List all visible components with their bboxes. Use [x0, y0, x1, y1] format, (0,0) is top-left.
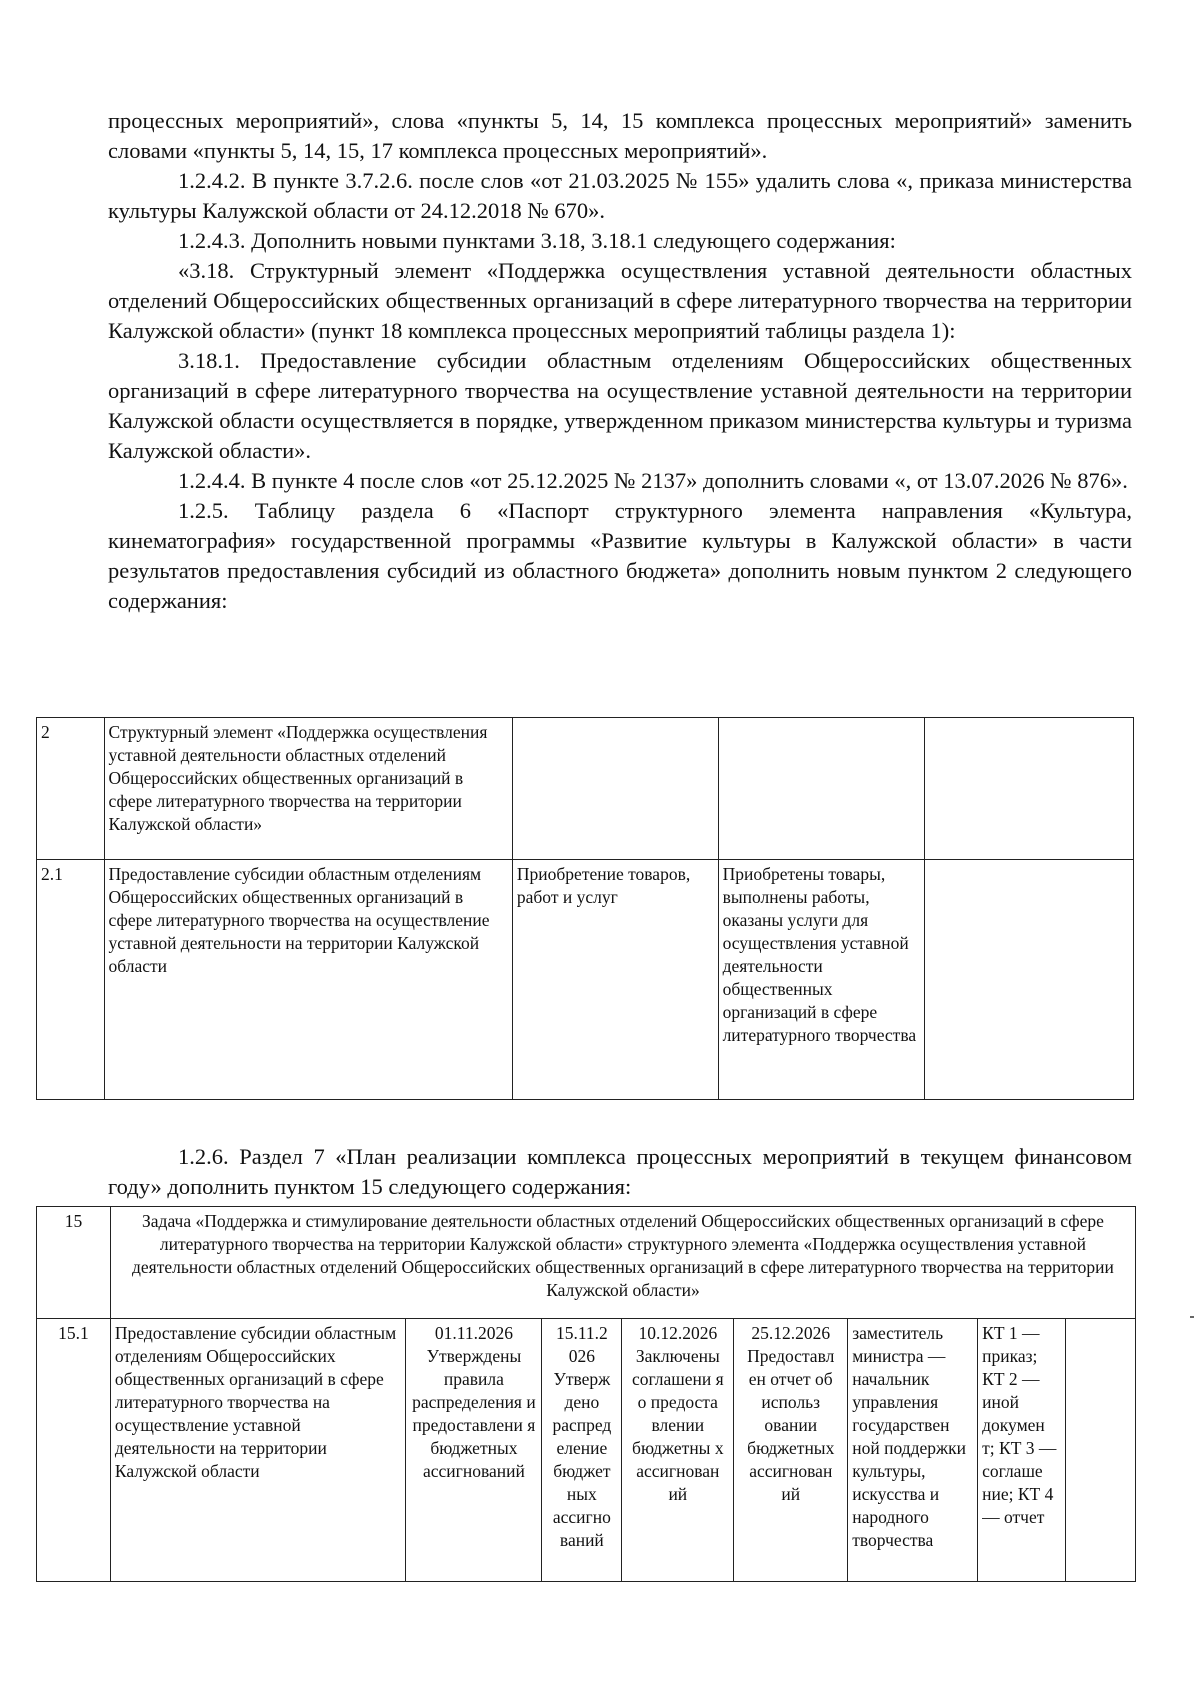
cell	[512, 718, 718, 860]
paragraph-continuation: процессных мероприятий», слова «пункты 5, 14, 15 комплекса процессных мероприятий» заменить словами «пункты 5, 14, 15, 17 комплекса процессных мероприятий».	[108, 108, 1132, 163]
control-point-1: 01.11.2026 Утверждены правила распределения и предоставлени я бюджетных ассигнований	[406, 1319, 542, 1582]
body-text	[108, 106, 1132, 616]
paragraph-3-18-1: 3.18.1. Предоставление субсидии областным отделениям Общероссийских общественных организаций в сфере литературного творчества на осуществление уставной деятельности на территории Калужской области осуществляется в порядке, утвержденном приказом министерства культуры и туризма Калужской области».	[108, 348, 1132, 463]
cell	[718, 718, 925, 860]
paragraph-1-2-6: 1.2.6. Раздел 7 «План реализации комплекса процессных мероприятий в текущем финансовом году» дополнить пунктом 15 следующего содержания:	[108, 1144, 1132, 1199]
responsible-person: заместитель министра — начальник управления государствен ной поддержки культуры, искусства и народного творчества	[848, 1319, 978, 1582]
result-description: Приобретены товары, выполнены работы, оказаны услуги для осуществления уставной деятельности общественных организаций в сфере литературного творчества	[718, 860, 925, 1100]
task-description: Задача «Поддержка и стимулирование деятельности областных отделений Общероссийских общественных организаций в сфере литературного творчества на территории Калужской области» структурного элемента «Поддержка осуществления уставной деятельности областных отделений Общероссийских общественных организаций в сфере литературного творчества на территории Калужской области»	[110, 1207, 1135, 1319]
paragraph-1-2-5: 1.2.5. Таблицу раздела 6 «Паспорт структурного элемента направления «Культура, кинематография» государственной программы «Развитие культуры в Калужской области» в части результатов предоставления субсидий из областного бюджета» дополнить новым пунктом 2 следующего содержания:	[108, 498, 1132, 613]
plan-table	[36, 1206, 1136, 1582]
paragraph-3-18: «3.18. Структурный элемент «Поддержка осуществления уставной деятельности областных отделений Общероссийских общественных организаций в сфере литературного творчества на территории Калужской области» (пункт 18 комплекса процессных мероприятий таблицы раздела 1):	[108, 258, 1132, 343]
task-type: Приобретение товаров, работ и услуг	[512, 860, 718, 1100]
row-number: 2.1	[37, 860, 105, 1100]
activity-name: Предоставление субсидии областным отделениям Общероссийских общественных организаций в сфере литературного творчества на осуществление уставной деятельности на территории Калужской области	[110, 1319, 406, 1582]
paragraph-1-2-6-block	[108, 1142, 1132, 1202]
control-point-3: 10.12.2026 Заключены соглашени я о предоста влении бюджетны х ассигнован ий	[622, 1319, 734, 1582]
paragraph-1-2-4-2: 1.2.4.2. В пункте 3.7.2.6. после слов «от 21.03.2025 № 155» удалить слова «, приказа министерства культуры Калужской области от 24.12.2018 № 670».	[108, 168, 1132, 223]
row-number: 15.1	[37, 1319, 111, 1582]
element-name: Структурный элемент «Поддержка осуществления уставной деятельности областных отделений Общероссийских общественных организаций в сфере литературного творчества на территории Калужской области»	[104, 718, 512, 860]
paragraph-1-2-4-3: 1.2.4.3. Дополнить новыми пунктами 3.18, 3.18.1 следующего содержания:	[178, 228, 896, 253]
table-row	[37, 1207, 1136, 1319]
paragraph-1-2-4-4: 1.2.4.4. В пункте 4 после слов «от 25.12.2025 № 2137» дополнить словами «, от 13.07.2026 № 876».	[178, 468, 1128, 493]
document-types: КТ 1 — приказ; КТ 2 — иной докумен т; КТ 3 — соглаше ние; КТ 4 — отчет	[978, 1319, 1066, 1582]
row-number: 2	[37, 718, 105, 860]
cell	[1066, 1319, 1136, 1582]
control-point-2: 15.11.2 026 Утверж дено распред еление бюджет ных ассигно ваний	[542, 1319, 622, 1582]
table-row	[37, 718, 1134, 860]
table-row	[37, 860, 1134, 1100]
cell	[925, 718, 1134, 860]
row-number: 15	[37, 1207, 111, 1319]
cell	[925, 860, 1134, 1100]
control-point-4: 25.12.2026 Предоставл ен отчет об использ овании бюджетных ассигнован ий	[734, 1319, 848, 1582]
scan-artifact	[1190, 1316, 1194, 1318]
passport-table	[36, 717, 1134, 1100]
table-row	[37, 1319, 1136, 1582]
element-name: Предоставление субсидии областным отделениям Общероссийских общественных организаций в сфере литературного творчества на осуществление уставной деятельности на территории Калужской области	[104, 860, 512, 1100]
